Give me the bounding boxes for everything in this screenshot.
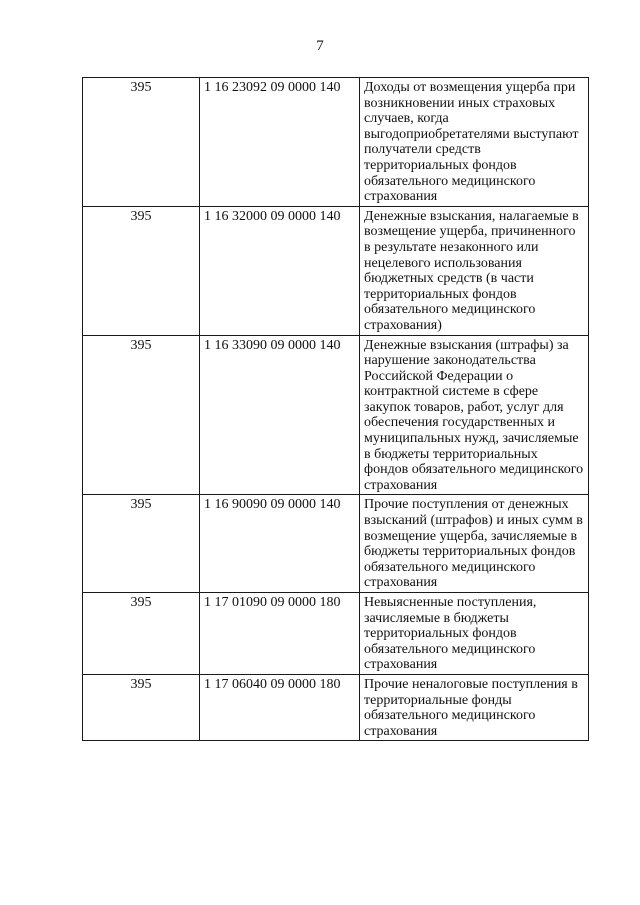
revenue-description-cell: Денежные взыскания, налагаемые в возмещение ущерба, причиненного в результате незаконного или нецелевого использования бюджетных средств (в части территориальных фондов обязательного медицинского страхования) [360,206,589,335]
administrator-code-cell: 395 [83,495,200,593]
revenue-description-cell: Невыясненные поступления, зачисляемые в бюджеты территориальных фондов обязательного медицинского страхования [360,593,589,675]
table-row [83,674,589,740]
table-row [83,495,589,593]
budget-classification-code-cell: 1 16 23092 09 0000 140 [200,78,360,207]
revenue-description-cell: Денежные взыскания (штрафы) за нарушение законодательства Российской Федерации о контрактной системе в сфере закупок товаров, работ, услуг для обеспечения государственных и муниципальных нужд, зачисляемые в бюджеты территориальных фондов обязательного медицинского страхования [360,335,589,495]
revenue-description-cell: Прочие неналоговые поступления в территориальные фонды обязательного медицинского страхования [360,674,589,740]
administrator-code-cell: 395 [83,335,200,495]
table-row [83,78,589,207]
budget-classification-code-cell: 1 17 01090 09 0000 180 [200,593,360,675]
administrator-code-cell: 395 [83,206,200,335]
budget-classification-code-cell: 1 16 32000 09 0000 140 [200,206,360,335]
administrator-code-cell: 395 [83,674,200,740]
table-row [83,206,589,335]
budget-classification-code-cell: 1 17 06040 09 0000 180 [200,674,360,740]
table-row [83,335,589,495]
administrator-code-cell: 395 [83,78,200,207]
revenue-codes-table [82,77,589,741]
budget-classification-code-cell: 1 16 90090 09 0000 140 [200,495,360,593]
administrator-code-cell: 395 [83,593,200,675]
budget-classification-code-cell: 1 16 33090 09 0000 140 [200,335,360,495]
page-number: 7 [316,38,324,54]
revenue-description-cell: Доходы от возмещения ущерба при возникновении иных страховых случаев, когда выгодоприобретателями выступают получатели средств территориальных фондов обязательного медицинского страхования [360,78,589,207]
revenue-description-cell: Прочие поступления от денежных взысканий (штрафов) и иных сумм в возмещение ущерба, зачисляемые в бюджеты территориальных фондов обязательного медицинского страхования [360,495,589,593]
table-row [83,593,589,675]
